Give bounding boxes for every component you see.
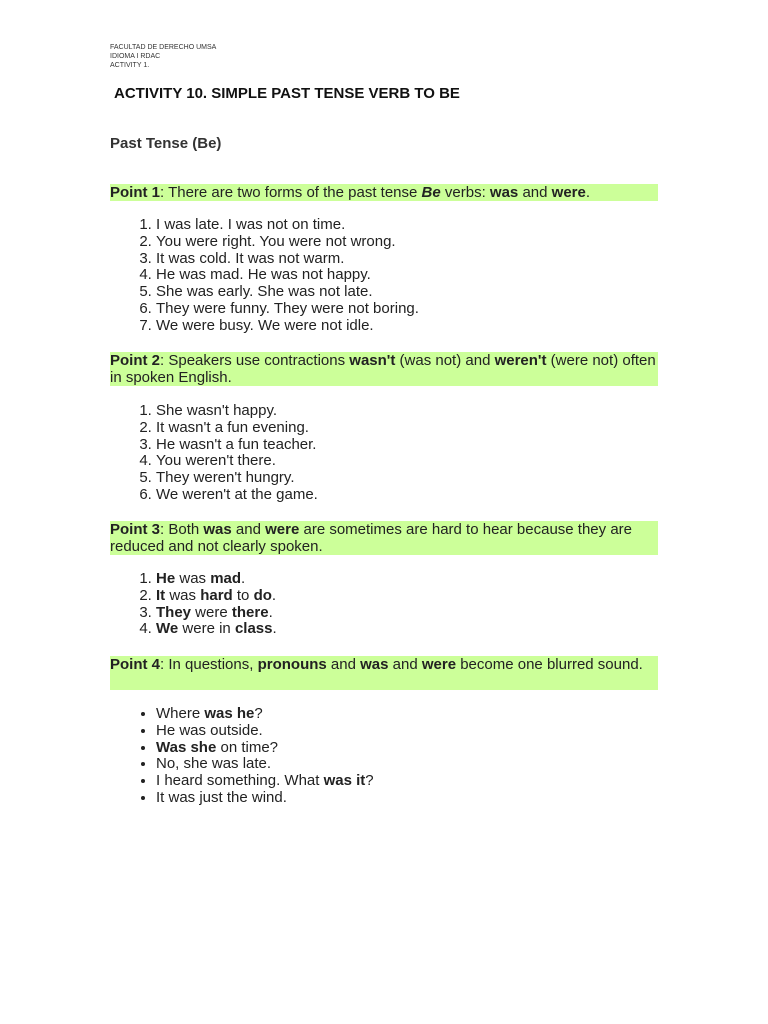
list-item: 6. They were funny. They were not boring.: [156, 301, 656, 318]
point-1-be: Be: [421, 184, 441, 201]
point-1-end: .: [585, 184, 591, 201]
point-1-and: and: [518, 184, 552, 201]
point-3-label: Point 3: [110, 521, 161, 538]
list-item: 5. They weren't hungry.: [156, 470, 656, 487]
point-1-were: were: [551, 184, 586, 201]
list-bold: was it: [323, 772, 366, 790]
document-header: [110, 43, 216, 70]
list-text: were: [191, 603, 232, 621]
point-2-wasnt: wasn't: [349, 352, 396, 369]
list-item: [156, 773, 656, 790]
point-4-text: : In questions,: [160, 656, 258, 673]
list-text: to: [232, 586, 254, 604]
list-text: was: [165, 586, 201, 604]
list-text: on time?: [216, 738, 279, 756]
list-text: .: [271, 586, 277, 604]
list-3: [110, 571, 656, 638]
point-3-box: [110, 521, 658, 555]
point-2-werent: weren't: [494, 352, 547, 369]
point-3-was: was: [203, 521, 232, 538]
list-text: were in: [178, 620, 235, 638]
header-line-course: IDIOMA I RDAC: [110, 53, 161, 60]
list-text: I heard something. What: [156, 772, 324, 790]
point-2-text-c: (were not) often in spoken English.: [110, 352, 656, 386]
document-title: ACTIVITY 10. SIMPLE PAST TENSE VERB TO BE: [114, 85, 460, 102]
point-2-text: : Speakers use contractions: [160, 352, 350, 369]
point-1-text: : There are two forms of the past tense: [160, 184, 422, 201]
list-item: [156, 571, 656, 588]
list-bold: class: [234, 620, 273, 638]
list-text: ?: [254, 705, 263, 722]
point-1-label: Point 1: [110, 184, 161, 201]
list-item: 2. You were right. You were not wrong.: [156, 234, 656, 251]
list-item: [156, 790, 656, 807]
list-bold: there: [231, 603, 269, 621]
list-bold: mad: [210, 570, 242, 587]
point-3-text: : Both: [160, 521, 204, 538]
list-text: .: [268, 603, 273, 621]
list-bold: Was she: [156, 738, 217, 756]
point-3-were: were: [265, 521, 300, 538]
list-item: [156, 723, 656, 740]
list-bold: They: [156, 603, 192, 621]
list-item: 6. We weren't at the game.: [156, 487, 656, 504]
point-2-label: Point 2: [110, 352, 161, 369]
list-item: 3. It was cold. It was not warm.: [156, 251, 656, 268]
list-bold: was he: [204, 705, 255, 722]
point-3-and: and: [231, 521, 266, 538]
list-bold: It: [156, 586, 166, 604]
section-subtitle: Past Tense (Be): [110, 135, 222, 152]
list-item: [156, 706, 656, 723]
list-item: [156, 605, 656, 622]
list-4: [110, 706, 656, 807]
point-1-was: was: [489, 184, 519, 201]
header-line-faculty: FACULTAD DE DERECHO UMSA: [110, 44, 217, 51]
list-2: [110, 403, 656, 504]
point-4-was: was: [360, 656, 389, 673]
list-item: 2. It wasn't a fun evening.: [156, 420, 656, 437]
list-item: [156, 740, 656, 757]
list-item: 1. She wasn't happy.: [156, 403, 656, 420]
point-1-box: [110, 184, 658, 201]
list-text: It was just the wind.: [156, 788, 287, 806]
list-item: 7. We were busy. We were not idle.: [156, 318, 656, 335]
list-item: 3. He wasn't a fun teacher.: [156, 437, 656, 454]
list-text: was: [175, 570, 211, 587]
point-2-text-b: (was not) and: [395, 352, 495, 369]
point-4-were: were: [421, 656, 457, 673]
list-item: [156, 756, 656, 773]
list-item: [156, 621, 656, 638]
list-text: .: [241, 570, 246, 587]
list-text: ?: [365, 772, 374, 790]
point-4-box: [110, 656, 658, 690]
list-bold: He: [156, 570, 176, 587]
list-item: 1. I was late. I was not on time.: [156, 217, 656, 234]
point-4-and: and: [388, 656, 422, 673]
point-4-and: and: [326, 656, 361, 673]
list-item: 5. She was early. She was not late.: [156, 284, 656, 301]
list-item: [156, 588, 656, 605]
list-text: Where: [156, 705, 205, 722]
point-4-label: Point 4: [110, 656, 161, 673]
list-bold: do: [253, 586, 272, 604]
point-1-text-b: verbs:: [440, 184, 490, 201]
list-text: No, she was late.: [156, 755, 272, 773]
list-item: 4. You weren't there.: [156, 453, 656, 470]
header-line-activity: ACTIVITY 1.: [110, 62, 150, 69]
list-1: [110, 217, 656, 335]
list-bold: We: [156, 620, 179, 638]
list-item: 4. He was mad. He was not happy.: [156, 267, 656, 284]
point-3-text-b: are sometimes are hard to hear because they are reduced and not clearly spoken.: [110, 521, 632, 555]
point-4-pronouns: pronouns: [257, 656, 327, 673]
list-text: .: [272, 620, 277, 638]
list-text: He was outside.: [156, 721, 263, 739]
list-bold: hard: [200, 586, 233, 604]
point-4-text-b: become one blurred sound.: [456, 656, 643, 673]
point-2-box: [110, 352, 658, 386]
